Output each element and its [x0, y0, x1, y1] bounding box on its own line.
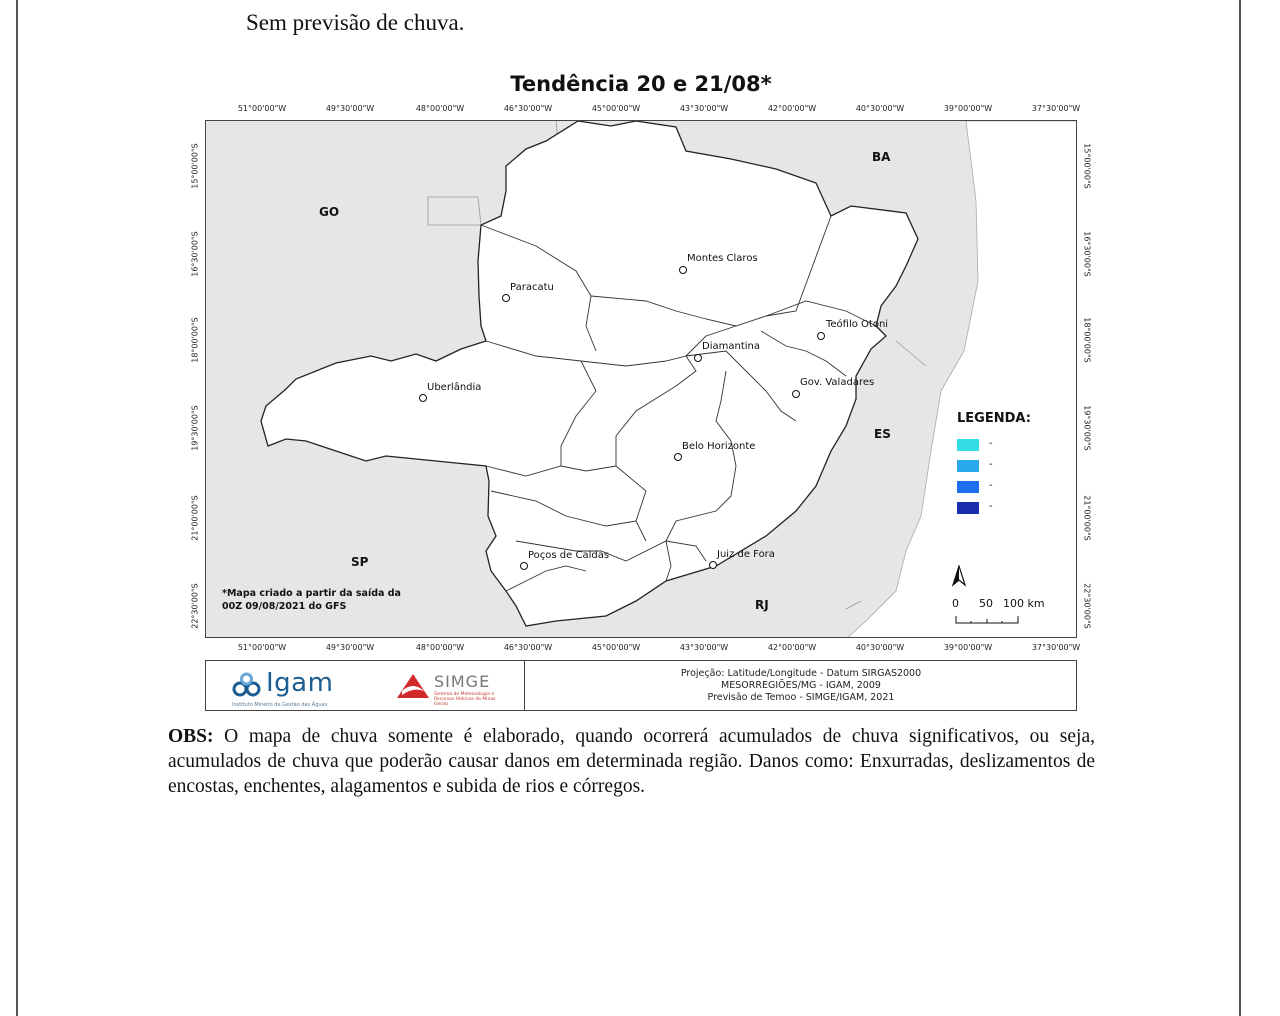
simge-name: SIMGE — [434, 672, 491, 691]
legend-swatch — [957, 460, 979, 472]
lat-label-left: 22°30'00"S — [190, 583, 200, 629]
state-label-rj: RJ — [755, 598, 769, 612]
lon-label-bottom: 48°00'00"W — [415, 643, 465, 652]
city-marker — [817, 332, 825, 340]
lat-label-left: 16°30'00"S — [190, 231, 200, 277]
map-title: Tendência 20 e 21/08* — [510, 72, 772, 96]
lon-label-top: 46°30'00"W — [503, 104, 553, 113]
map-frame — [205, 120, 1077, 638]
north-arrow-icon — [952, 565, 966, 587]
city-label-teofilo-otoni: Teófilo Otoni — [826, 319, 889, 330]
legend-item-label: - — [989, 501, 993, 512]
lon-label-bottom: 49°30'00"W — [325, 643, 375, 652]
lon-label-top: 43°30'00"W — [679, 104, 729, 113]
lon-label-top: 48°00'00"W — [415, 104, 465, 113]
city-label-diamantina: Diamantina — [702, 341, 760, 352]
lon-label-top: 45°00'00"W — [591, 104, 641, 113]
city-label-juiz-de-fora: Juiz de Fora — [717, 549, 775, 560]
map-note-line2: 00Z 09/08/2021 do GFS — [222, 601, 347, 612]
map-footer — [205, 660, 1077, 711]
city-marker — [679, 266, 687, 274]
simge-logo-icon — [396, 673, 430, 699]
city-marker — [709, 561, 717, 569]
legend-item-label: - — [989, 438, 993, 449]
state-label-go: GO — [319, 205, 340, 219]
obs-paragraph — [168, 724, 1095, 799]
state-label-ba: BA — [872, 150, 891, 164]
legend — [951, 405, 1047, 517]
footer-mesoregions: MESORREGIÕES/MG - IGAM, 2009 — [721, 680, 881, 691]
water-drop-icon — [232, 672, 262, 698]
city-marker — [520, 562, 528, 570]
legend-item-label: - — [989, 459, 993, 470]
lon-label-top: 40°30'00"W — [855, 104, 905, 113]
legend-item-label: - — [989, 480, 993, 491]
lat-label-left: 19°30'00"S — [190, 405, 200, 451]
lon-label-bottom: 39°00'00"W — [943, 643, 993, 652]
city-marker — [502, 294, 510, 302]
lon-label-top: 37°30'00"W — [1031, 104, 1081, 113]
lon-label-top: 49°30'00"W — [325, 104, 375, 113]
lat-label-left: 18°00'00"S — [190, 317, 200, 363]
legend-swatch — [957, 502, 979, 514]
footer-info — [526, 668, 1076, 704]
go-df-border — [428, 197, 481, 225]
city-marker — [674, 453, 682, 461]
lon-label-bottom: 46°30'00"W — [503, 643, 553, 652]
city-label-uberlandia: Uberlândia — [427, 382, 482, 393]
igam-name: Igam — [266, 668, 334, 698]
lon-label-bottom: 37°30'00"W — [1031, 643, 1081, 652]
city-label-gov-valadares: Gov. Valadares — [800, 377, 875, 388]
lon-label-top: 39°00'00"W — [943, 104, 993, 113]
scale-bar — [954, 615, 1020, 625]
footer-divider — [524, 661, 525, 710]
lat-label-left: 21°00'00"S — [190, 495, 200, 541]
city-marker — [792, 390, 800, 398]
lat-label-right: 22°30'00"S — [1082, 583, 1092, 629]
scale-label-100: 100 km — [1003, 597, 1045, 610]
legend-swatch — [957, 481, 979, 493]
lat-label-right: 18°00'00"S — [1082, 317, 1092, 363]
footer-projection: Projeção: Latitude/Longitude - Datum SIRGAS2000 — [680, 668, 922, 679]
obs-text: O mapa de chuva somente é elaborado, quando ocorrerá acumulados de chuva significativos, ou seja, acumulados de chuva que poderão causar danos em determinada região. Danos como: Enxurradas, deslizamentos de encostas, enchentes, alagamentos e subida de rios e córregos. — [168, 726, 1095, 797]
legend-swatch — [957, 439, 979, 451]
city-label-pocos-de-caldas: Poços de Caldas — [528, 550, 610, 561]
map-note-line1: *Mapa criado a partir da saída da — [222, 588, 401, 599]
lon-label-top: 51°00'00"W — [237, 104, 287, 113]
lon-label-bottom: 42°00'00"W — [767, 643, 817, 652]
lat-label-right: 16°30'00"S — [1082, 231, 1092, 277]
lon-label-bottom: 43°30'00"W — [679, 643, 729, 652]
lat-label-right: 21°00'00"S — [1082, 495, 1092, 541]
lon-label-bottom: 45°00'00"W — [591, 643, 641, 652]
lat-label-left: 15°00'00"S — [190, 143, 200, 189]
scale-label-0: 0 — [952, 597, 959, 610]
state-label-es: ES — [874, 427, 891, 441]
obs-label: OBS: — [168, 726, 214, 747]
city-label-montes-claros: Montes Claros — [687, 253, 758, 264]
lon-label-bottom: 51°00'00"W — [237, 643, 287, 652]
igam-subtitle: Instituto Mineiro de Gestão das Águas — [232, 702, 328, 708]
lat-label-right: 15°00'00"S — [1082, 143, 1092, 189]
city-label-paracatu: Paracatu — [510, 282, 554, 293]
simge-subtitle: Sistema de Meteorologia e Recursos Hídricos de Minas Gerais — [434, 692, 496, 707]
lon-label-top: 42°00'00"W — [767, 104, 817, 113]
ocean — [846, 121, 1077, 638]
city-marker — [694, 354, 702, 362]
map-canvas — [206, 121, 1077, 638]
intro-text: Sem previsão de chuva. — [246, 10, 465, 35]
footer-forecast-credit: Previsão de Temoo - SIMGE/IGAM, 2021 — [707, 692, 895, 703]
lon-label-bottom: 40°30'00"W — [855, 643, 905, 652]
city-label-belo-horizonte: Belo Horizonte — [682, 441, 756, 452]
legend-title: LEGENDA: — [957, 411, 1031, 426]
lat-label-right: 19°30'00"S — [1082, 405, 1092, 451]
scale-label-50: 50 — [979, 597, 993, 610]
state-label-sp: SP — [351, 555, 369, 569]
city-marker — [419, 394, 427, 402]
